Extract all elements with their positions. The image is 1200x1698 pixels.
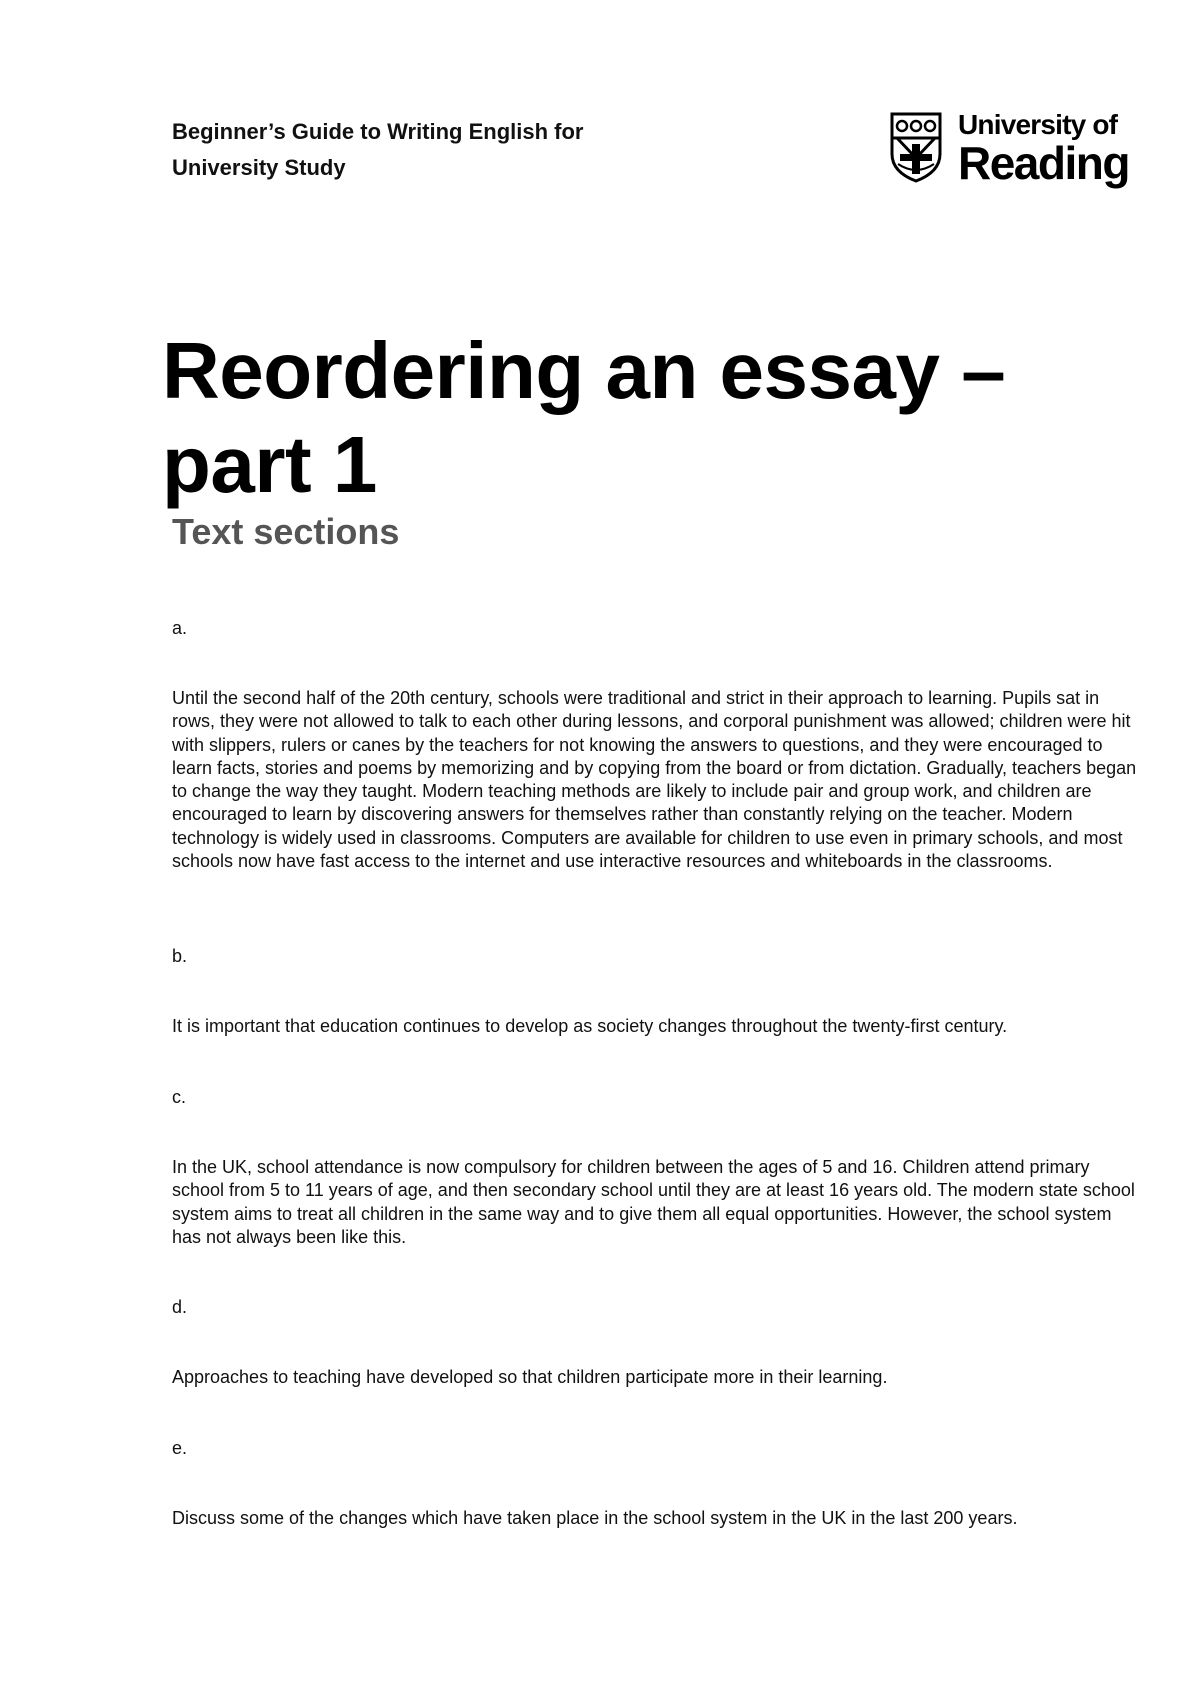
university-crest-icon (888, 110, 944, 184)
header-title-line1: Beginner’s Guide to Writing English for (172, 119, 584, 144)
section-text-e: Discuss some of the changes which have taken place in the school system in the UK in the last 200 years. (172, 1508, 1018, 1528)
section-text-b: It is important that education continues to develop as society changes throughout the twenty-first century. (172, 1016, 1008, 1036)
section-text-a: Until the second half of the 20th century, schools were traditional and strict in their approach to learning. Pupils sat in rows, they were not allowed to talk to each other during lessons, and corporal punishment was allowed; children were hit with slippers, rulers or canes by the teachers for not knowing the answers to questions, and they were encouraged to learn facts, stories and poems by memorizing and by copying from the board or from dictation. Gradually, teachers began to change the way they taught. Modern teaching methods are likely to include pair and group work, and children are encouraged to learn by discovering answers for themselves rather than constantly relying on the teacher. Modern technology is widely used in classrooms. Computers are available for children to use even in primary schools, and most schools now have fast access to the internet and use interactive resources and whiteboards in the classrooms. (172, 688, 1137, 872)
section-label-b: b. (172, 946, 188, 966)
document-header (172, 114, 584, 186)
section-text-c: In the UK, school attendance is now compulsory for children between the ages of 5 and 16. Children attend primary school from 5 to 11 years of age, and then secondary school until they are at least 16 years old. The modern state school system aims to treat all children in the same way and to give them all equal opportunities. However, the school system has not always been like this. (172, 1157, 1135, 1247)
section-text-d: Approaches to teaching have developed so that children participate more in their learning. (172, 1367, 888, 1387)
header-title-line2: University Study (172, 155, 346, 180)
logo-line1: University of (958, 109, 1118, 140)
page-subtitle: Text sections (172, 511, 400, 552)
logo-line2: Reading (958, 137, 1129, 189)
section-label-c: c. (172, 1087, 187, 1107)
section-label-d: d. (172, 1297, 188, 1317)
university-logo (888, 110, 1134, 192)
logo-wordmark (958, 109, 1129, 189)
page-title: Reordering an essay – part 1 (162, 326, 1006, 509)
section-label-e: e. (172, 1438, 188, 1458)
section-label-a: a. (172, 618, 188, 638)
